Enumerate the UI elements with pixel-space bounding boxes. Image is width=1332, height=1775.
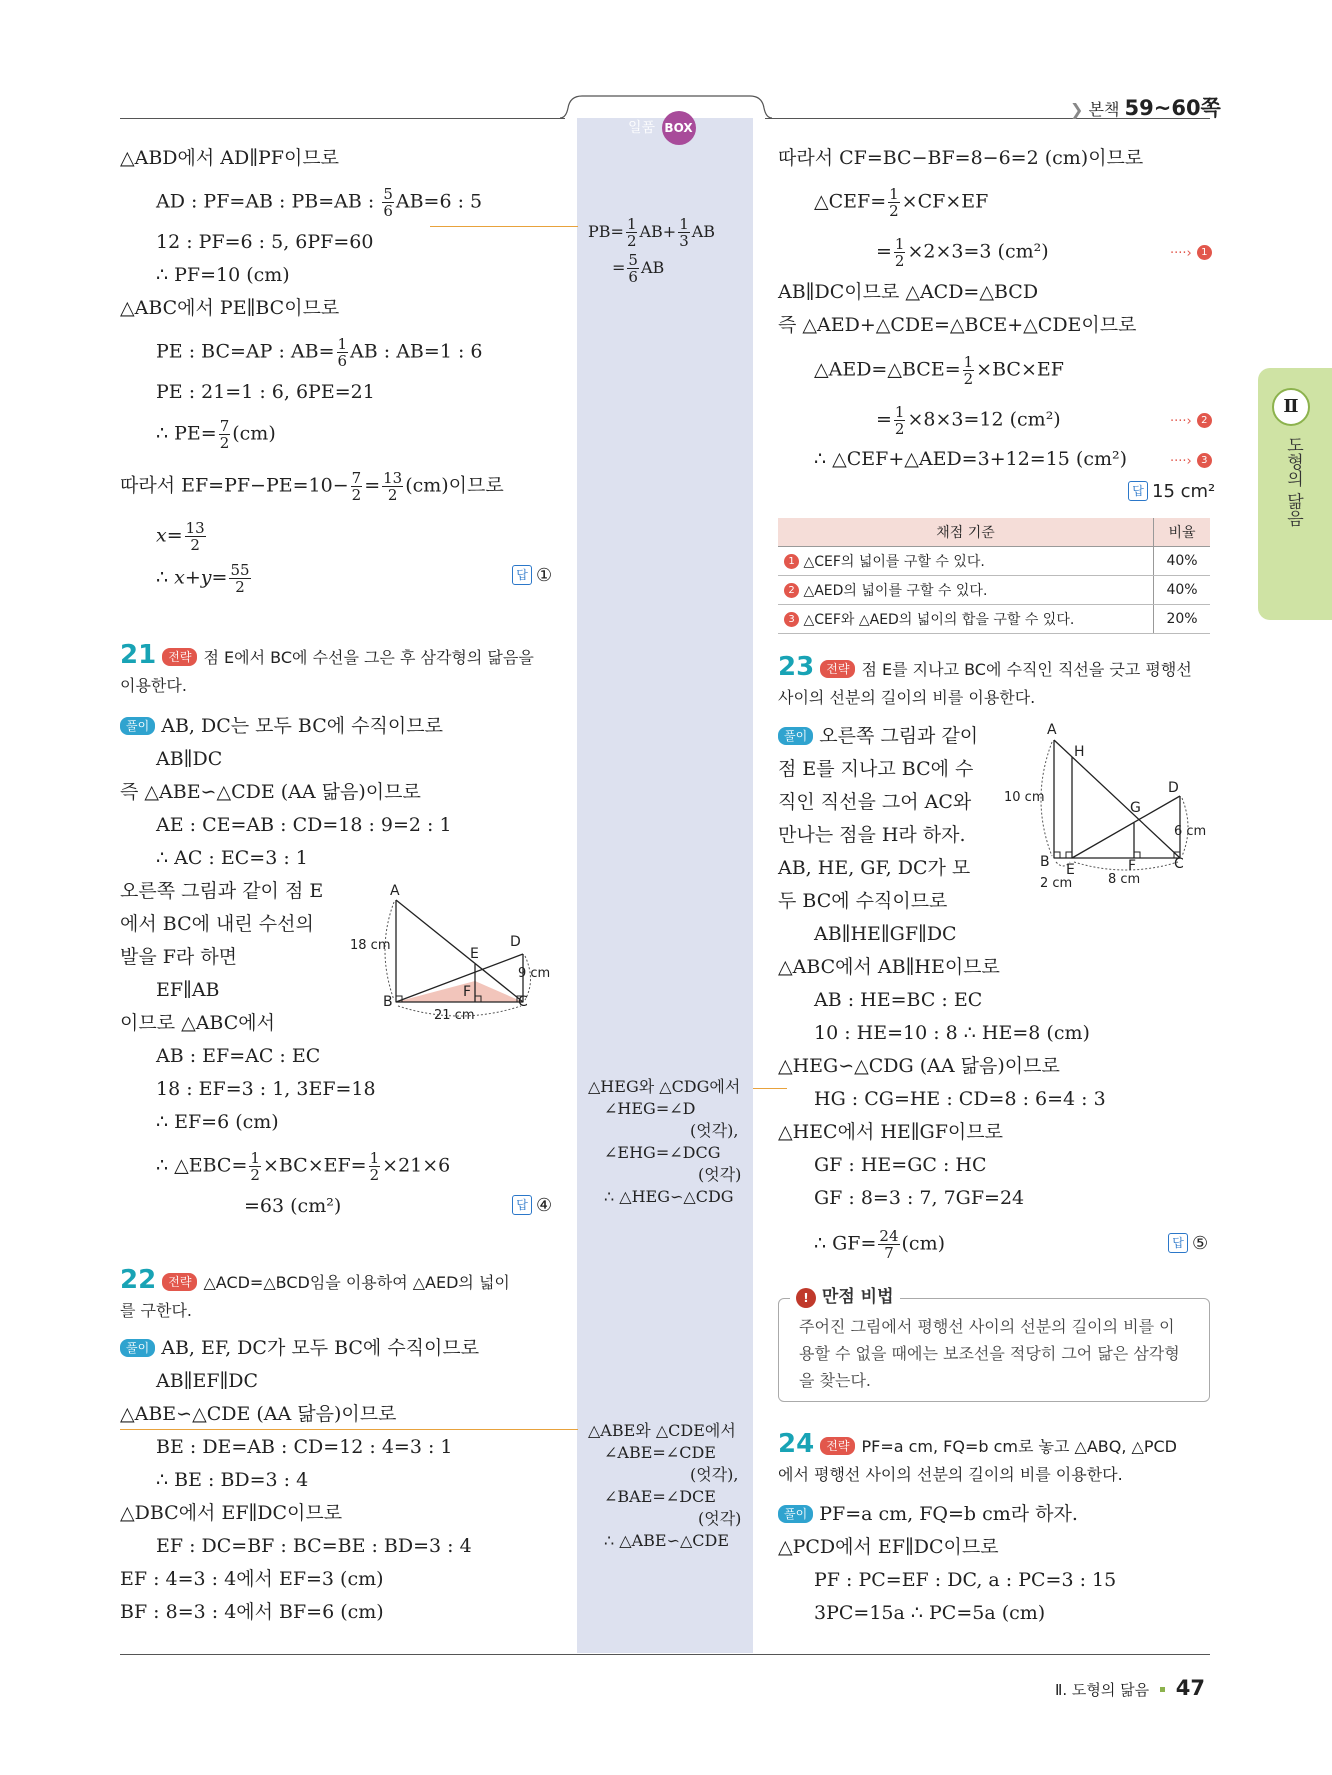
side-tab-roman: Ⅱ <box>1272 388 1310 426</box>
rt-line7: = $\frac{1}{2}$ ×8×3=12 (cm²) <box>876 403 1061 438</box>
rt-line5: 즉 △AED+△CDE=△BCE+△CDE이므로 <box>778 314 1137 336</box>
q23-result: ∴ GF= $\frac{24}{7}$ (cm) <box>814 1227 945 1262</box>
rt-answer: 답 15 cm² <box>1128 480 1215 504</box>
q23-text2: 사이의 선분의 길이의 비를 이용한다. <box>778 688 1036 707</box>
q23-fig-be: 2 cm <box>1040 876 1073 891</box>
mid-note3-l3: ∠BAE=∠DCE <box>604 1487 716 1506</box>
mid-note2-l5: ∴ △HEG∽△CDG <box>604 1187 734 1206</box>
q23-fig-f: F <box>1128 858 1137 874</box>
q21-fig-a: A <box>390 883 400 899</box>
page-ref: ❯ 본책 59~60쪽 <box>1070 96 1221 120</box>
q21-line6: 에서 BC에 내린 수선의 <box>120 913 314 935</box>
lightbulb-icon: ! <box>796 1288 816 1308</box>
q21-fig-f: F <box>463 984 472 1000</box>
lt-line10: x= $\frac{13}{2}$ <box>156 519 205 554</box>
q23-line8: AB : HE=BC : EC <box>814 989 983 1011</box>
lt-line6: PE : BC=AP : AB= $\frac{1}{6}$ AB : AB=1 : 6 <box>156 335 483 370</box>
score-table <box>778 518 1210 634</box>
q23-fig-d: D <box>1168 780 1179 796</box>
q21-answer: 답 ④ <box>512 1194 552 1218</box>
lt-line11: ∴ x+y= $\frac{55}{2}$ <box>156 561 250 596</box>
q21-fig-d: D <box>510 934 521 950</box>
q22-line1: AB∥EF∥DC <box>156 1370 259 1392</box>
q23-fig-ab: 10 cm <box>1004 790 1045 805</box>
lt-line3: 12 : PF=6 : 5, 6PF=60 <box>156 231 374 253</box>
answer-icon: 답 <box>512 565 532 585</box>
q21-line1: AB∥DC <box>156 748 223 770</box>
q21-line4: ∴ AC : EC=3 : 1 <box>156 847 308 869</box>
q23-line10: △HEG∽△CDG (AA 닮음)이므로 <box>778 1055 1060 1077</box>
mid-note2-l1: ∠HEG=∠D <box>604 1099 696 1118</box>
q23-line9: 10 : HE=10 : 8 ∴ HE=8 (cm) <box>814 1022 1090 1044</box>
q21-line10: AB : EF=AC : EC <box>156 1045 321 1067</box>
table-row: 2 △AED의 넓이를 구할 수 있다. 40% <box>778 576 1210 605</box>
q23-fig-dc: 6 cm <box>1174 824 1207 839</box>
page-number: 47 <box>1175 1676 1205 1700</box>
rt-line4: AB∥DC이므로 △ACD=△BCD <box>778 281 1039 303</box>
lt-answer: 답 ① <box>512 564 552 588</box>
connector-1 <box>430 226 578 227</box>
q22-line0: 풀이 AB, EF, DC가 모두 BC에 수직이므로 <box>120 1336 479 1360</box>
q21-calc: ∴ △EBC= $\frac{1}{2}$ ×BC×EF= $\frac{1}{2}$ ×21×6 <box>156 1149 451 1184</box>
box-badge: BOX <box>662 111 696 145</box>
q22-text2: 를 구한다. <box>120 1301 192 1320</box>
answer-icon: 답 <box>1168 1233 1188 1253</box>
q21-fig-dc: 9 cm <box>518 966 551 981</box>
mid-note3-l2: (엇각), <box>690 1465 739 1484</box>
tip-line2: 용할 수 없을 때에는 보조선을 적당히 그어 닮은 삼각형 <box>799 1344 1180 1363</box>
q23-line6: AB∥HE∥GF∥DC <box>814 923 957 945</box>
q23-line11: HG : CG=HE : CD=8 : 6=4 : 3 <box>814 1088 1106 1110</box>
step-marker-1: ····› 1 <box>1170 242 1212 261</box>
q21-line11: 18 : EF=3 : 1, 3EF=18 <box>156 1078 376 1100</box>
footer-dot <box>1160 1687 1165 1692</box>
q23-answer: 답 ⑤ <box>1168 1232 1208 1256</box>
score-head-criteria: 채점 기준 <box>778 518 1154 547</box>
q23-line7: △ABC에서 AB∥HE이므로 <box>778 956 1000 978</box>
q24-line1: △PCD에서 EF∥DC이므로 <box>778 1536 999 1558</box>
q22-line8: BF : 8=3 : 4에서 BF=6 (cm) <box>120 1601 384 1623</box>
rt-line1: 따라서 CF=BC−BF=8−6=2 (cm)이므로 <box>778 147 1144 169</box>
mid-note2-l4: (엇각) <box>698 1165 742 1184</box>
q21-line5: 오른쪽 그림과 같이 점 E <box>120 880 324 902</box>
rt-line3: = $\frac{1}{2}$ ×2×3=3 (cm²) <box>876 235 1049 270</box>
q23-header: 23 전략 점 E를 지나고 BC에 수직인 직선을 긋고 평행선 <box>778 652 1192 682</box>
q21-header: 21 전략 점 E에서 BC에 수선을 그은 후 삼각형의 닮음을 <box>120 640 534 670</box>
q23-line3: 만나는 점을 H라 하자. <box>778 824 966 846</box>
footer <box>1055 1676 1205 1700</box>
q21-line8: EF∥AB <box>156 979 220 1001</box>
q21-line7: 발을 F라 하면 <box>120 946 238 968</box>
q21-line12: ∴ EF=6 (cm) <box>156 1111 279 1133</box>
q24-line0: 풀이 PF=a cm, FQ=b cm라 하자. <box>778 1502 1078 1526</box>
q23-line0: 풀이 오른쪽 그림과 같이 <box>778 724 978 748</box>
q22-header: 22 전략 △ACD=△BCD임을 이용하여 △AED의 넓이 <box>120 1265 510 1295</box>
tip-line1: 주어진 그림에서 평행선 사이의 선분의 길이의 비를 이 <box>799 1317 1175 1336</box>
q21-line3: AE : CE=AB : CD=18 : 9=2 : 1 <box>156 814 452 836</box>
side-tab-title: 도형의 닮음 <box>1283 436 1303 527</box>
lt-line8: ∴ PE= $\frac{7}{2}$ (cm) <box>156 417 276 452</box>
answer-icon: 답 <box>512 1195 532 1215</box>
q21-fig-e: E <box>470 946 479 962</box>
step-marker-3: ····› 3 <box>1170 450 1212 469</box>
q23-line13: GF : HE=GC : HC <box>814 1154 987 1176</box>
q22-line6: EF : DC=BF : BC=BE : BD=3 : 4 <box>156 1535 472 1557</box>
q22-line3: BE : DE=AB : CD=12 : 4=3 : 1 <box>156 1436 453 1458</box>
lt-line9: 따라서 EF=PF−PE=10− $\frac{7}{2}$ = $\frac{13}{2}$ (cm)이므로 <box>120 469 504 504</box>
q23-fig-g: G <box>1130 800 1141 816</box>
mid-note1: PB= $\frac{1}{2}$ AB+ $\frac{1}{3}$ AB <box>588 215 716 250</box>
table-row: 1 △CEF의 넓이를 구할 수 있다. 40% <box>778 547 1210 576</box>
q21-fig-ab: 18 cm <box>350 938 391 953</box>
footer-rule <box>120 1654 1210 1655</box>
rt-line2: △CEF= $\frac{1}{2}$ ×CF×EF <box>814 185 989 220</box>
q23-fig-ec: 8 cm <box>1108 872 1141 887</box>
score-head-ratio: 비율 <box>1154 518 1211 547</box>
q23-line12: △HEC에서 HE∥GF이므로 <box>778 1121 1003 1143</box>
mid-note3-l0: △ABE와 △CDE에서 <box>588 1421 736 1440</box>
q21-text2: 이용한다. <box>120 676 187 695</box>
q23-line14: GF : 8=3 : 7, 7GF=24 <box>814 1187 1025 1209</box>
q21-line13: =63 (cm²) <box>244 1195 342 1217</box>
q23-fig-e: E <box>1066 862 1075 878</box>
tip-line3: 을 찾는다. <box>799 1371 871 1390</box>
q23-line2: 직인 직선을 그어 AC와 <box>778 791 972 813</box>
q23-figure <box>1000 720 1200 890</box>
q22-line4: ∴ BE : BD=3 : 4 <box>156 1469 309 1491</box>
rt-line6: △AED=△BCE= $\frac{1}{2}$ ×BC×EF <box>814 353 1064 388</box>
q23-fig-c: C <box>1174 856 1184 872</box>
lt-line4: ∴ PF=10 (cm) <box>156 264 290 286</box>
lt-line7: PE : 21=1 : 6, 6PE=21 <box>156 381 375 403</box>
mid-note2-l3: ∠EHG=∠DCG <box>604 1143 721 1162</box>
mid-note3-l1: ∠ABE=∠CDE <box>604 1443 716 1462</box>
q24-header: 24 전략 PF=a cm, FQ=b cm로 놓고 △ABQ, △PCD <box>778 1429 1177 1459</box>
q21-fig-b: B <box>383 994 393 1010</box>
q21-line0: 풀이 AB, DC는 모두 BC에 수직이므로 <box>120 714 443 738</box>
q23-line4: AB, HE, GF, DC가 모 <box>778 857 971 879</box>
q23-fig-b: B <box>1040 854 1050 870</box>
score-table-head <box>778 518 1210 547</box>
mid-note1b: = $\frac{5}{6}$ AB <box>612 251 665 286</box>
q22-line2: △ABE∽△CDE (AA 닮음)이므로 <box>120 1403 397 1425</box>
mid-note2-l2: (엇각), <box>690 1121 739 1140</box>
mid-note2-l0: △HEG와 △CDG에서 <box>588 1077 741 1096</box>
q21-line2: 즉 △ABE∽△CDE (AA 닮음)이므로 <box>120 781 421 803</box>
lt-line2: AD : PF=AB : PB=AB : $\frac{5}{6}$ AB=6 : 5 <box>156 185 483 220</box>
step-marker-2: ····› 2 <box>1170 410 1212 429</box>
box-label: 일품 BOX <box>628 111 696 145</box>
tip-title: ! 만점 비법 <box>790 1282 900 1308</box>
q22-line5: △DBC에서 EF∥DC이므로 <box>120 1502 343 1524</box>
q23-line1: 점 E를 지나고 BC에 수 <box>778 758 974 780</box>
q24-line3: 3PC=15a ∴ PC=5a (cm) <box>814 1602 1046 1624</box>
q21-line9: 이므로 △ABC에서 <box>120 1012 275 1034</box>
table-row: 3 △CEF와 △AED의 넓이의 합을 구할 수 있다. 20% <box>778 605 1210 634</box>
header-rule-left <box>120 118 565 119</box>
q23-line5: 두 BC에 수직이므로 <box>778 890 948 912</box>
q23-fig-a: A <box>1047 722 1057 738</box>
q22-line7: EF : 4=3 : 4에서 EF=3 (cm) <box>120 1568 384 1590</box>
q24-line2: PF : PC=EF : DC, a : PC=3 : 15 <box>814 1569 1117 1591</box>
q21-fig-bc: 21 cm <box>434 1008 475 1023</box>
answer-icon: 답 <box>1128 481 1148 501</box>
connector-2 <box>753 1088 787 1089</box>
lt-line5: △ABC에서 PE∥BC이므로 <box>120 297 340 319</box>
rt-line8: ∴ △CEF+△AED=3+12=15 (cm²) <box>814 448 1128 470</box>
chevron-right-icon: ❯ <box>1070 100 1084 119</box>
tip-box <box>778 1298 1210 1402</box>
q24-text2: 에서 평행선 사이의 선분의 길이의 비를 이용한다. <box>778 1465 1123 1484</box>
q21-fig-c: C <box>518 994 528 1010</box>
lt-line1: △ABD에서 AD∥PF이므로 <box>120 147 340 169</box>
connector-3 <box>120 1429 578 1430</box>
mid-note3-l4: (엇각) <box>698 1509 742 1528</box>
footer-chapter: Ⅱ. 도형의 닮음 <box>1055 1681 1150 1699</box>
q23-fig-h: H <box>1074 744 1085 760</box>
mid-note3-l5: ∴ △ABE∽△CDE <box>604 1531 730 1550</box>
